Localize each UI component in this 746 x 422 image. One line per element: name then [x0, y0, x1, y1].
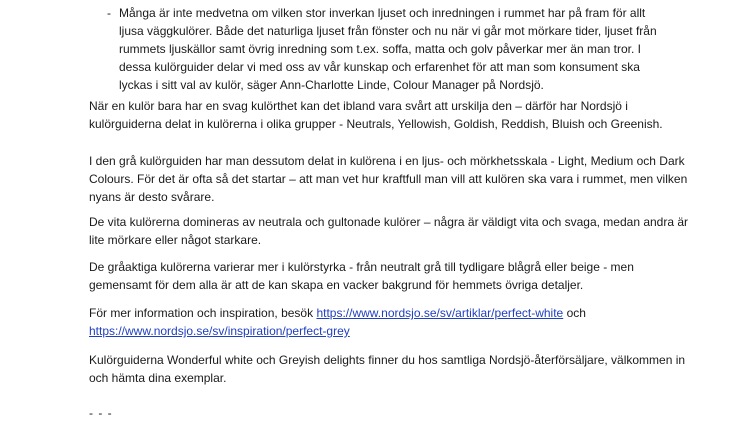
more-info-prefix: För mer information och inspiration, besök: [89, 306, 314, 320]
bullet-marker: -: [107, 6, 111, 20]
paragraph-white-colours: De vita kulörerna domineras av neutrala och gultonade kulörer – några är väldigt vita och svaga, medan andra är lite mörkare eller något starkare.: [89, 215, 689, 247]
bullet-item: [107, 4, 659, 94]
paragraph-groups: När en kulör bara har en svag kulörthet kan det ibland vara svårt att urskilja den – därför har Nordsjö i kulörguiderna delat in kulörerna i olika grupper - Neutrals, Yellowish, Goldish, Reddish, Bluish och Greenish.: [89, 99, 663, 131]
more-info-and: och: [566, 306, 586, 320]
footer-separator: - - -: [89, 406, 113, 420]
link-perfect-grey[interactable]: https://www.nordsjo.se/sv/inspiration/perfect-grey: [89, 324, 350, 338]
paragraph-grey-guide: I den grå kulörguiden har man dessutom delat in kulörena i en ljus- och mörkhetsskala - Light, Medium och Dark Colours. För det är ofta så det startar – att man vet hur kraftfull man vill att kulören ska vara i rummet, men vilken nyans är desto svårare.: [89, 154, 688, 204]
paragraph-grey-colours: De gråaktiga kulörerna varierar mer i kulörstyrka - från neutralt grå till tydligare blågrå eller beige - men gemensamt för dem alla är att de kan skapa en vacker bakgrund för hemmets övriga detaljer.: [89, 260, 634, 292]
paragraph-retailers: Kulörguiderna Wonderful white och Greyish delights finner du hos samtliga Nordsjö-återförsäljare, välkommen in och hämta dina exemplar.: [89, 353, 686, 385]
link-perfect-white[interactable]: https://www.nordsjo.se/sv/artiklar/perfect-white: [316, 306, 564, 320]
bullet-text: Många är inte medvetna om vilken stor inverkan ljuset och inredningen i rummet har på fram för allt ljusa väggkulörer. Både det naturliga ljuset från fönster och nu när vi går mot mörkare tider, ljuset från rummets ljuskällor samt övrig inredning som t.ex. soffa, matta och golv påverkar mer än man tror. I dessa kulörguider delar vi med oss av vår kunskap och erfarenhet för att man som konsument ska lyckas i sitt val av kulör, säger Ann-Charlotte Linde, Colour Manager på Nordsjö.: [119, 6, 657, 92]
paragraph-more-info: [89, 304, 689, 340]
